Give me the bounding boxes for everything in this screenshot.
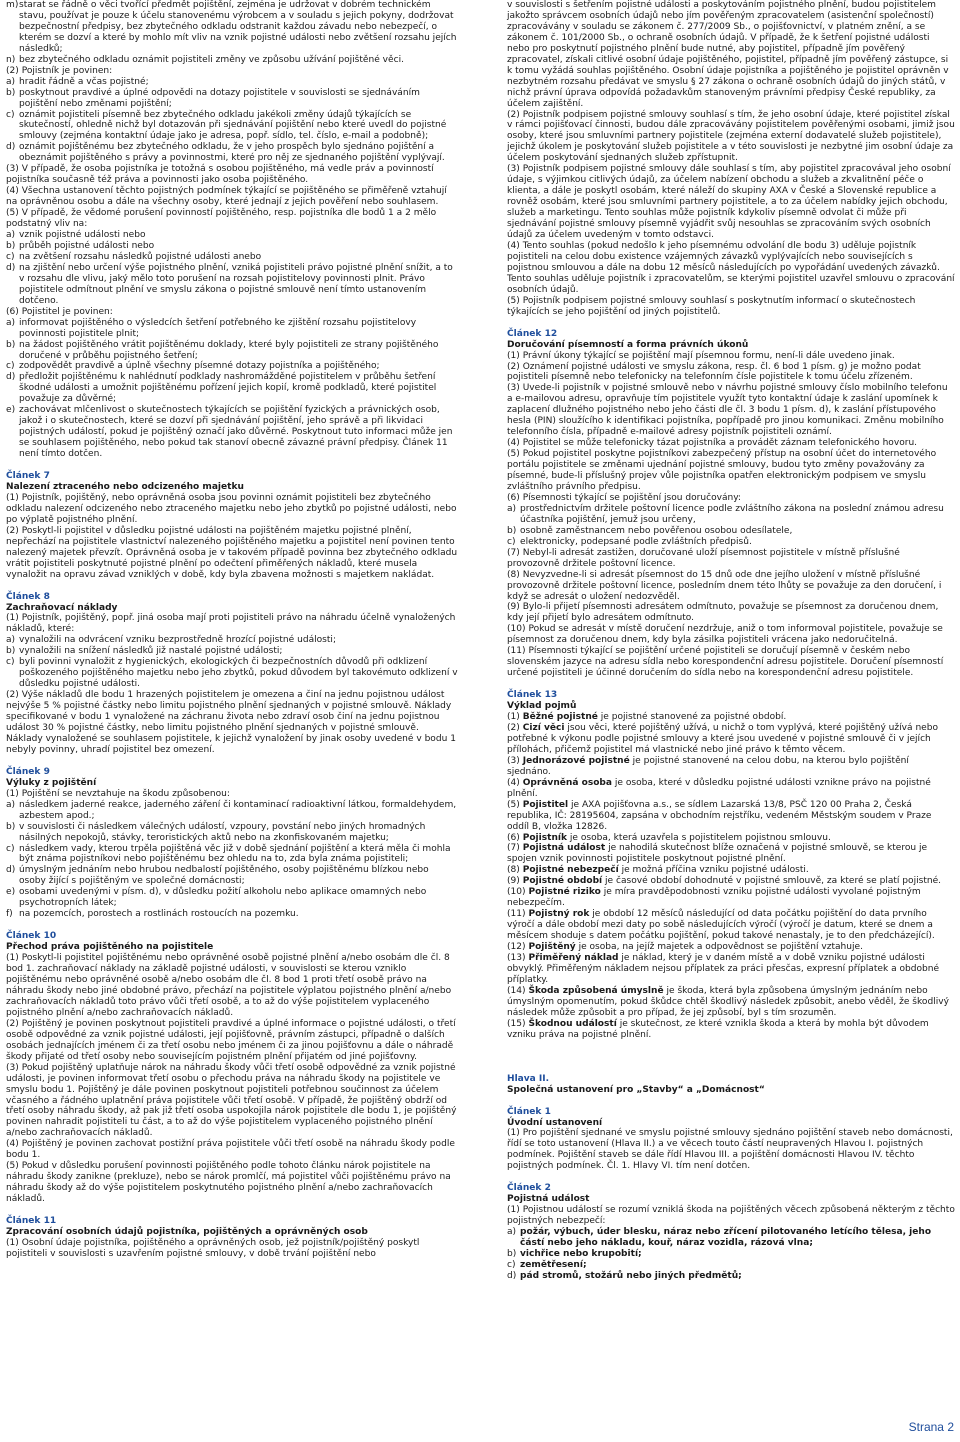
definition-text: je míra pravděpodobnosti vzniku pojistné události vyvolané pojistným nebezpečím. bbox=[507, 887, 921, 909]
list-item bbox=[6, 241, 458, 252]
definition-paragraph bbox=[507, 942, 955, 953]
list-item-text: následkem jaderné reakce, jaderného záření či kontaminací radioaktivní látkou, formaldehydem, azbestem apod.; bbox=[19, 799, 457, 821]
definition-paragraph bbox=[507, 953, 955, 986]
list-item-text: osobami uvedenými v písm. d), v důsledku požití alkoholu nebo aplikace omamných nebo psychotropních látek; bbox=[19, 887, 427, 909]
list-item bbox=[6, 635, 458, 646]
paragraph: (5) Pojistník podpisem pojistné smlouvy souhlasí s poskytnutím informací o skutečnostech týkajících se jeho pojištění od jiných pojistitelů. bbox=[507, 295, 916, 317]
spacer bbox=[507, 1052, 955, 1063]
paragraph: (1) Pro pojištění sjednané ve smyslu pojistné smlouvy sjednáno pojištění staveb nebo domácnosti, řídí se toto ustanovení (Hlava II.) a ve věcech touto částí neupravených Hlavou I. pojistných podmínek. Pojištění staveb se dále řídí Hlavou III. a pojištění domácnosti Hlavou IV. těchto pojistných podmínek. Čl. 1. Hlavy VI. tím není dotčen. bbox=[507, 1128, 953, 1172]
list-item-text: na zvětšení rozsahu následků pojistné události anebo bbox=[19, 251, 262, 262]
definition-paragraph bbox=[507, 909, 955, 942]
definition-term: Cizí věci bbox=[522, 723, 565, 733]
article-title: Zpracování osobních údajů pojistníka, pojištěných a oprávněných osob bbox=[6, 1226, 368, 1237]
paragraph: (3) Uvede-li pojistník v pojistné smlouvě nebo v návrhu pojistné smlouvy číslo mobilního telefonu a e-mailovou adresu, opravňuje tím pojistitele využít tyto kontaktní údaje k zaslání upomínek k zaplacení dlužného pojistného nebo jeho části dle čl. 3 bodu 1 písm. d), k zaslání přístupového hesla (PIN) sloužícího k identifikaci pojistníka, popřípadě pro jinou komunikaci. Změnu mobilního telefonního čísla, případně e-mailové adresy pojistník pojistiteli oznámí. bbox=[507, 383, 948, 438]
list-marker: c) bbox=[6, 251, 15, 262]
definition-text: je pojistné stanovené za pojistné období. bbox=[597, 712, 787, 723]
list-item bbox=[6, 77, 458, 88]
article-title: Společná ustanovení pro „Stavby“ a „Domácnost“ bbox=[507, 1084, 765, 1095]
list-item bbox=[6, 263, 458, 307]
definition-text: je časové období dohodnuté v pojistné smlouvě, za které se platí pojistné. bbox=[602, 876, 942, 887]
list-item bbox=[6, 88, 458, 110]
list-item bbox=[6, 340, 458, 362]
definition-term: Jednorázové pojistné bbox=[522, 755, 630, 766]
list-item-text: oznámit pojistiteli písemně bez zbytečného odkladu jakékoli změny údajů týkajících se skutečností, ohledně nichž byl dotazován při sjednávání pojištění nebo které uvedl do pojistné smlouvy (zejména kontaktní údaje jako je adresa, popř. sídlo, tel. číslo, e-mail a podobně); bbox=[19, 109, 447, 142]
paragraph: (2) Poskytl-li pojistitel v důsledku pojistné události na pojištěném majetku pojistné plnění, nepřechází na pojistitele vlastnictví nalezeného pojištěného majetku a pojistitel není povinen tento nalezený majetek převzít. Oprávněná osoba je v takovém případě povinna bez zbytečného odkladu vrátit pojistiteli poskytnuté pojistné plnění po odečtení přiměřených nákladů, které musela vynaložit na opravu závad vzniklých v době, kdy byla zbavena možnosti s majetkem nakládat. bbox=[6, 525, 458, 580]
list-item-text: požár, výbuch, úder blesku, náraz nebo zřícení pilotovaného letícího tělesa, jeho částí nebo jeho nákladu, kouř, náraz vozidla, rázová vlna; bbox=[520, 1227, 932, 1249]
list-marker: e) bbox=[6, 405, 16, 416]
paragraph: (3) Pojistník podpisem pojistné smlouvy dále souhlasí s tím, aby pojistitel zpracovával jeho osobní údaje, s výjimkou citlivých údajů, za účelem nabízení obchodu a služeb a zkvalitnění péče o klienta, a dále je poskytl osobám, které náleží do skupiny AXA v České a Slovenské republice a rovněž osobám, které jsou smluvními partnery pojistitele, a to za účelem nabídky jejich obchodu, služeb a marketingu. Tento souhlas může pojistník kdykoliv písemně odvolat či může při sjednávání pojistné smlouvy písemně vyjádřit svůj nesouhlas se zpracováním svých osobních údajů za účelem uvedeným v tomto odstavci. bbox=[507, 164, 951, 241]
definition-number: (11) bbox=[507, 909, 529, 920]
list-marker: e) bbox=[6, 887, 16, 898]
definition-paragraph bbox=[507, 865, 955, 876]
list-marker: a) bbox=[6, 230, 16, 241]
paragraph: (1) Pojistník, pojištěný, popř. jiná osoba mají proti pojistiteli právo na náhradu účelně vynaložených nákladů, které: bbox=[6, 613, 456, 635]
list-item bbox=[6, 887, 458, 909]
article-heading: Článek 2 bbox=[507, 1183, 551, 1194]
list-marker: m) bbox=[6, 0, 19, 10]
paragraph: (5) V případě, že vědomé porušení povinností pojištěného, resp. pojistníka dle bodů 1 a 2 mělo podstatný vliv na: bbox=[6, 208, 437, 230]
list-item-text: informovat pojištěného o výsledcích šetření potřebného ke zjištění rozsahu pojistitelovy povinnosti pojistitele plnit; bbox=[19, 317, 417, 339]
definition-number: (15) bbox=[507, 1018, 529, 1029]
paragraph: (1) Pojistník, pojištěný, nebo oprávněná osoba jsou povinni oznámit pojistiteli bez zbytečného odkladu nalezení odcizeného nebo ztraceného majetku nebo jeho zbytků po pojistné události, nebo po výplatě pojistného plnění. bbox=[6, 492, 457, 525]
definition-term: Pojistník bbox=[522, 832, 568, 843]
list-item bbox=[6, 372, 458, 405]
definition-number: (6) bbox=[507, 832, 523, 843]
list-item bbox=[6, 405, 458, 460]
definition-paragraph bbox=[507, 800, 955, 833]
list-item-text: zodpovědět pravdivě a úplně všechny písemné dotazy pojistníka a pojištěného; bbox=[19, 361, 380, 372]
list-item bbox=[6, 0, 458, 55]
article-heading: Článek 9 bbox=[6, 766, 50, 777]
list-marker: d) bbox=[507, 1270, 517, 1281]
spacer bbox=[6, 581, 458, 592]
list-item bbox=[6, 55, 458, 66]
definition-number: (2) bbox=[507, 723, 523, 733]
list-item bbox=[507, 1271, 955, 1282]
definition-term: Škoda způsobená úmyslně bbox=[528, 985, 664, 996]
definition-term: Škodnou událostí bbox=[528, 1018, 617, 1029]
list-item-text: následkem vady, kterou trpěla pojištěná věc již v době sjednání pojištění a která měla či mohla být známa pojistníkovi nebo pojištěnému bez ohledu na to, zda byla známa pojistiteli; bbox=[19, 843, 451, 865]
list-marker: b) bbox=[507, 525, 517, 536]
definition-term: Pojistná událost bbox=[522, 843, 606, 854]
definition-term: Pojistný rok bbox=[528, 909, 590, 920]
list-marker: d) bbox=[6, 865, 16, 876]
paragraph: (2) Oznámení pojistné události ve smyslu zákona, resp. čl. 6 bod 1 písm. g) je možno podat pojistiteli písemně nebo telefonicky na telefonním čísle pojistitele k tomu účelu zřízeném. bbox=[507, 361, 921, 383]
list-marker: a) bbox=[6, 635, 16, 646]
paragraph: (2) Pojištěný je povinen poskytnout pojistiteli pravdivé a úplné informace o pojistné události, o třetí osobě odpovědné za vznik pojistné události, její pojišťovně, právním zástupci, případně o dalších osobách jednajících jménem či za třetí osobu nebo jménem či za jinou pojišťovnu a dále o náhradě škody přijaté od třetí osoby nebo souvisejícím pojistném plnění přijatém od jiné pojišťovny. bbox=[6, 1018, 456, 1062]
definition-text: je osoba, které v důsledku pojistné události vznikne právo na pojistné plnění. bbox=[507, 777, 931, 799]
list-item-text: na žádost pojištěného vrátit pojištěnému doklady, které byly pojistiteli ze strany pojištěného doručené v průběhu pojistného šetření; bbox=[19, 339, 439, 361]
definition-number: (9) bbox=[507, 876, 523, 887]
definition-term: Pojistné období bbox=[522, 876, 603, 887]
list-marker: b) bbox=[507, 1248, 517, 1259]
article-heading: Článek 10 bbox=[6, 931, 57, 942]
list-item bbox=[507, 537, 955, 548]
definition-paragraph bbox=[507, 723, 955, 756]
list-item-text: osobně zaměstnancem nebo pověřenou osobou odesílatele, bbox=[520, 525, 793, 536]
paragraph: (3) Pokud pojištěný uplatňuje nárok na náhradu škody vůči třetí osobě odpovědné za vznik pojistné události, je povinen informovat třetí osobu o přechodu práva na náhradu škody na pojistitele ve smyslu bodu 1. Pojištěný je dále povinen poskytnout pojistiteli potřebnou součinnost za účelem včasného a řádného uplatnění práva pojistitele vůči třetí osobě. V případě, že pojištěný obdrží od třetí osoby náhradu škody, až pak již třetí osoba uspokojila nárok pojistitele dle bodu 1, je pojištěný povinen nahradit pojistiteli tu část, a to až do výše pojistitelem vyplaceného pojistného plnění a/nebo zachraňovacích nákladů. bbox=[6, 1062, 457, 1139]
list-marker: d) bbox=[6, 142, 16, 153]
definition-paragraph bbox=[507, 986, 955, 1019]
list-item-text: na zjištění nebo určení výše pojistného plnění, vzniká pojistiteli právo pojistné plnění snížit, a to v rozsahu dle vlivu, jaký mělo toto porušení na rozsah pojistitelovy povinnosti plnit. Právo pojistitele odmítnout plnění ve smyslu zákona o pojistné smlouvě není tímto ustanovením dotčeno. bbox=[19, 262, 453, 306]
list-item-text: prostřednictvím držitele poštovní licence podle zvláštního zákona na poslední známou adresu účastníka pojištění, jemuž jsou určeny, bbox=[520, 503, 944, 525]
spacer bbox=[507, 679, 955, 690]
list-item-text: poskytnout pravdivé a úplné odpovědi na dotazy pojistitele v souvislosti se sjednáváním pojištění nebo změnami pojištění; bbox=[19, 87, 420, 109]
list-item-text: na pozemcích, porostech a rostlinách rostoucích na pozemku. bbox=[19, 909, 299, 920]
spacer bbox=[507, 1063, 955, 1074]
spacer bbox=[507, 1041, 955, 1052]
definition-paragraph bbox=[507, 876, 955, 887]
article-title: Výluky z pojištění bbox=[6, 777, 97, 788]
list-item-text: starat se řádně o věci tvořící předmět pojištění, zejména je udržovat v dobrém technickém stavu, používat je pouze k účelu stanovenému výrobcem a v souladu s jejich pokyny, dodržovat bezpečnostní předpisy, bez zbytečného odkladu odstranit každou závadu nebo nebezpečí, o kterém se dozví a které by mohlo mít vliv na vznik pojistné události nebo zvětšení rozsahu jejích následků; bbox=[19, 0, 457, 54]
spacer bbox=[507, 318, 955, 329]
article-title: Přechod práva pojištěného na pojistitele bbox=[6, 942, 214, 953]
article-heading: Hlava II. bbox=[507, 1073, 550, 1084]
list-item bbox=[6, 865, 458, 887]
list-item bbox=[6, 844, 458, 866]
definition-term: Oprávněná osoba bbox=[522, 777, 613, 788]
paragraph: (6) Pojistitel je povinen: bbox=[6, 306, 113, 317]
list-marker: n) bbox=[6, 54, 16, 65]
list-marker: c) bbox=[6, 361, 15, 372]
definition-term: Pojištěný bbox=[528, 942, 576, 953]
article-heading: Článek 8 bbox=[6, 591, 50, 602]
definition-text: je škoda, která byla způsobena úmyslným jednáním nebo úmyslným opomenutím, pokud škůdce chtěl škodlivý následek způsobit, anebo věděl, že škodlivý následek může způsobit a pro případ, že jej způsobí, byl s tím srozuměn. bbox=[507, 985, 949, 1018]
definition-text: je skutečnost, ze které vznikla škoda a která by mohla být důvodem vzniku práva na pojistné plnění. bbox=[507, 1018, 929, 1040]
definition-term: Přiměřený náklad bbox=[528, 953, 619, 964]
paragraph: (4) Pojistitel se může telefonicky tázat pojistníka a provádět záznam telefonického hovoru. bbox=[507, 438, 918, 449]
list-marker: c) bbox=[6, 843, 15, 854]
definition-text: je náklad, který je v daném místě a v době vzniku pojistné události obvyklý. Přiměřeným nákladem nejsou příplatek za práci přesčas, expresní příplatek a obdobné příplatky. bbox=[507, 953, 940, 985]
definition-paragraph bbox=[507, 778, 955, 800]
paragraph: (2) Výše nákladů dle bodu 1 hrazených pojistitelem je omezena a činí na jednu pojistnou událost nejvýše 5 % pojistné částky nebo limitu pojistného plnění sjednaných v pojistné smlouvě. Náklady specifikované v bodu 1 vynaložené na záchranu života nebo zdraví osob činí na jednu pojistnou událost 30 % pojistné částky, nebo limitu pojistného plnění sjednaných v pojistné smlouvě. Náklady vynaložené se souhlasem pojistitele, k jejichž vynaložení by jinak osoby uvedené v bodu 1 nebyly povinny, uhradí pojistitel bez omezení. bbox=[6, 690, 456, 755]
list-item bbox=[507, 1227, 955, 1249]
paragraph: (2) Pojistník podpisem pojistné smlouvy souhlasí s tím, že jeho osobní údaje, které pojistitel získal v rámci pojišťovací činnosti, budou dále zpracovávány pojistitelem pověřenými osobami, jimiž jsou osoby, které jsou smluvními partnery pojistitele (zejména externí dodavatelé služeb pojistitele), jejichž úkolem je poskytování služeb pojistitele a v této souvislosti je nezbytné jim osobní údaje za účelem poskytování sjednaných služeb zpřístupnit. bbox=[507, 109, 955, 164]
definition-number: (10) bbox=[507, 887, 529, 898]
list-marker: a) bbox=[507, 1227, 517, 1238]
definition-number: (14) bbox=[507, 985, 529, 996]
spacer bbox=[6, 920, 458, 931]
list-item-text: pád stromů, stožárů nebo jiných předmětů; bbox=[520, 1270, 742, 1281]
list-item bbox=[6, 657, 458, 690]
list-item bbox=[6, 230, 458, 241]
paragraph: (3) V případě, že osoba pojistníka je totožná s osobou pojištěného, má vedle práv a povinností pojistníka současně též práva a povinnosti jako osoba pojištěného. bbox=[6, 164, 434, 186]
definition-text: je možná příčina vzniku pojistné události. bbox=[618, 865, 809, 876]
list-marker: b) bbox=[6, 821, 16, 832]
definition-text: je období 12 měsíců následující od data počátku pojištění do data prvního výročí a dále období mezi daty po sobě následujících výročí (výročí je datum, které se dnem a měsícem shoduje s datem počátku pojištění, pokud takové nenastaly, je to den předcházející). bbox=[507, 909, 935, 942]
list-marker: a) bbox=[6, 799, 16, 810]
definition-number: (1) bbox=[507, 712, 523, 723]
spacer bbox=[507, 1096, 955, 1107]
paragraph: (1) Pojištění se nevztahuje na škodu způsobenou: bbox=[6, 788, 230, 799]
list-item-text: elektronicky, podepsané podle zvláštních předpisů. bbox=[520, 536, 752, 547]
list-item-text: vznik pojistné události nebo bbox=[19, 230, 146, 241]
list-item-text: úmyslným jednáním nebo hrubou nedbalostí pojištěného, osoby pojištěnému blízkou nebo osoby žijící s pojištěným ve společné domácnosti; bbox=[19, 865, 429, 887]
list-item bbox=[6, 800, 458, 822]
left-column bbox=[6, 0, 458, 1260]
definition-text: je osoba, která uzavřela s pojistitelem pojistnou smlouvu. bbox=[567, 832, 831, 843]
paragraph: (4) Všechna ustanovení těchto pojistných podmínek týkající se pojištěného se přiměřeně vztahují na oprávněnou osobu a dále na všechny osoby, které jednají z jejich pověření nebo souhlasem. bbox=[6, 186, 447, 208]
definition-number: (13) bbox=[507, 953, 529, 964]
list-marker: b) bbox=[6, 339, 16, 350]
list-item bbox=[6, 361, 458, 372]
list-item bbox=[6, 646, 458, 657]
list-marker: d) bbox=[6, 372, 16, 383]
definition-term: Běžné pojistné bbox=[522, 712, 598, 723]
list-item bbox=[6, 252, 458, 263]
definition-text: je nahodilá skutečnost blíže označená v pojistné smlouvě, se kterou je spojen vznik povinnosti pojistitele poskytnout pojistné plnění. bbox=[507, 843, 928, 865]
right-column bbox=[507, 0, 955, 1282]
list-item-text: hradit řádně a včas pojistné; bbox=[19, 76, 149, 87]
spacer bbox=[507, 1172, 955, 1183]
paragraph: (5) Pokud v důsledku porušení povinnosti pojištěného podle tohoto článku nárok pojistitele na náhradu škody zanikne (prekluze), nebo se nárok promlčí, má pojistitel vůči pojištěnému právo na náhradu škody až do výše pojistitelem poskytnutého pojistného plnění a/nebo zachraňovacích nákladů. bbox=[6, 1161, 451, 1205]
article-title: Doručování písemností a forma právních úkonů bbox=[507, 339, 749, 350]
spacer bbox=[6, 756, 458, 767]
paragraph: (10) Pokud se adresát v místě doručení nezdržuje, aniž o tom informoval pojistitele, považuje se písemnost za doručenou dnem, kdy byla zásilka pojistiteli vrácena jako nedoručitelná. bbox=[507, 624, 943, 646]
article-heading: Článek 12 bbox=[507, 328, 558, 339]
list-item-text: bez zbytečného odkladu oznámit pojistiteli změny ve způsobu užívání pojištěné věci. bbox=[19, 54, 404, 65]
definition-term: Pojistné nebezpečí bbox=[522, 865, 619, 876]
definition-text: jsou věci, které pojištěný užívá, u nichž o tom vyplývá, které pojištěný užívá nebo potřebné k výkonu podle pojistné smlouvy a které jsou uvedené v pojistné smlouvě či v jejích přílohách, přičemž pojistitel má vlastnické nebo jiné právo k těmto věcem. bbox=[507, 723, 939, 755]
article-title: Zachraňovací náklady bbox=[6, 602, 118, 613]
list-marker: b) bbox=[6, 646, 16, 657]
definition-number: (3) bbox=[507, 755, 523, 766]
list-marker: c) bbox=[6, 657, 15, 668]
paragraph: (11) Písemnosti týkající se pojištění určené pojistiteli se doručují písemně v českém nebo slovenském jazyce na adresu sídla nebo korespondenční adresu pojistitele. Doručení písemností určené pojistiteli je účinné doručením do sídla nebo na korespondenční adresu pojistitele. bbox=[507, 646, 944, 679]
article-heading: Článek 11 bbox=[6, 1216, 57, 1227]
paragraph: (2) Pojistník je povinen: bbox=[6, 65, 113, 76]
definition-paragraph bbox=[507, 1019, 955, 1041]
article-heading: Článek 7 bbox=[6, 471, 50, 482]
paragraph: (1) Poskytl-li pojistitel pojištěnému nebo oprávněné osobě pojistné plnění a/nebo osobám dle čl. 8 bod 1. zachraňovací náklady na základě pojistné události, v souvislosti se kterou vzniklo pojištěnému nebo oprávněné osobě a/nebo osobám dle čl. 8 bod 1 proti třetí osobě právo na náhradu škody nebo jiné obdobné právo, přechází na pojistitele výplatou pojistného plnění a/nebo zachraňovacích nákladů toto právo vůči třetí osobě, a to až do výše pojistitelem vyplaceného pojistného plnění a/nebo zachraňovacích nákladů. bbox=[6, 953, 452, 1018]
article-title: Pojistná událost bbox=[507, 1194, 590, 1205]
paragraph: (4) Tento souhlas (pokud nedošlo k jeho písemnému odvolání dle bodu 3) uděluje pojistník pojistiteli na celou dobu existence vzájemných závazků vyplývajících nebo souvisejících s pojistnou smlouvou a dále na dobu 12 měsíců následujících po vypořádání uvedených závazků. Tento souhlas uděluje pojistník i zpracovatelům, se kterými pojistitel uzavřel smlouvu o zpracování osobních údajů. bbox=[507, 240, 955, 295]
article-heading: Článek 1 bbox=[507, 1106, 551, 1117]
list-marker: c) bbox=[507, 1259, 516, 1270]
definition-paragraph bbox=[507, 843, 955, 865]
list-marker: a) bbox=[6, 76, 16, 87]
article-title: Nalezení ztraceného nebo odcizeného majetku bbox=[6, 481, 244, 492]
list-item-text: zachovávat mlčenlivost o skutečnostech týkajících se pojištění fyzických a právnických osob, jakož i o skutečnostech, které se dozví při sjednávání pojištění, jeho správě a při likvidaci pojistných událostí, pokud je pojištěný označí jako důvěrné. Poskytnout tuto informaci může jen se souhlasem pojištěného, nebo pokud tak stanoví obecně závazné právní předpisy. Článek 11 není tímto dotčen. bbox=[19, 405, 453, 460]
paragraph: (9) Bylo-li přijetí písemnosti adresátem odmítnuto, považuje se písemnost za doručenou dnem, kdy její přijetí bylo adresátem odmítnuto. bbox=[507, 602, 939, 624]
list-item-text: předložit pojištěnému k nahlédnutí podklady nashromážděné pojistitelem v průběhu šetření škodné události a umožnit pojištěnému pořízení jejich kopií, kromě podkladů, které pojistitel považuje za důvěrné; bbox=[19, 372, 437, 405]
paragraph: (5) Pokud pojistitel poskytne pojistníkovi zabezpečený přístup na osobní účet do internetového portálu pojistitele se změnami ujednání pojistné smlouvy, budou tyto změny považovány za písemné, bude-li příslušný projev vůle pojistníka opatřen elektronickým podpisem ve smyslu zvláštního právního předpisu. bbox=[507, 449, 937, 492]
list-item bbox=[6, 822, 458, 844]
list-item bbox=[507, 526, 955, 537]
list-marker: a) bbox=[507, 503, 517, 514]
definition-number: (8) bbox=[507, 865, 523, 876]
definition-text: je AXA pojišťovna a.s., se sídlem Lazarská 13/8, PSČ 120 00 Praha 2, Česká republika, IČ: 28195604, zapsána v obchodním rejstříku, vedeném Městským soudem v Praze oddíl B, vložka 12826. bbox=[507, 799, 932, 832]
definition-term: Pojistné riziko bbox=[528, 887, 601, 898]
article-title: Výklad pojmů bbox=[507, 701, 577, 712]
list-marker: d) bbox=[6, 262, 16, 273]
list-item-text: byli povinni vynaložit z hygienických, ekologických či bezpečnostních důvodů při odklizení poškozeného pojištěného majetku nebo jeho zbytků, pokud důvodem byl takovémuto odklizení v důsledku pojistné události. bbox=[19, 657, 458, 690]
paragraph: (7) Nebyl-li adresát zastižen, doručované uloží písemnost pojistitele v místně příslušné provozovně držitele poštovní licence. bbox=[507, 547, 900, 569]
list-item bbox=[507, 504, 955, 526]
definition-paragraph bbox=[507, 712, 955, 723]
article-title: Úvodní ustanovení bbox=[507, 1117, 603, 1128]
list-marker: c) bbox=[507, 536, 516, 547]
definition-term: Pojistitel bbox=[522, 799, 569, 810]
list-item bbox=[6, 142, 458, 164]
definition-text: je osoba, na jejíž majetek a odpovědnost se pojištění vztahuje. bbox=[575, 942, 863, 953]
list-marker: c) bbox=[6, 109, 15, 120]
paragraph: (6) Písemnosti týkající se pojištění jsou doručovány: bbox=[507, 492, 741, 503]
page-number: Strana 2 bbox=[908, 1420, 954, 1434]
list-item bbox=[6, 318, 458, 340]
list-item-text: v souvislosti či následkem válečných událostí, vzpoury, povstání nebo jiných hromadných násilných nepokojů, stávky, teroristických aktů nebo na zkonfiskovaném majetku; bbox=[19, 821, 426, 843]
spacer bbox=[6, 1205, 458, 1216]
article-heading: Článek 13 bbox=[507, 690, 558, 701]
definition-number: (7) bbox=[507, 843, 523, 854]
list-item-text: vynaložili na snížení následků již nastalé pojistné události; bbox=[19, 646, 283, 657]
list-marker: a) bbox=[6, 317, 16, 328]
spacer bbox=[6, 460, 458, 471]
definition-number: (5) bbox=[507, 799, 523, 810]
list-item-text: vynaložili na odvrácení vzniku bezprostředně hrozící pojistné události; bbox=[19, 635, 336, 646]
definition-number: (4) bbox=[507, 777, 523, 788]
paragraph: (1) Právní úkony týkající se pojištění mají písemnou formu, není-li dále uvedeno jinak. bbox=[507, 350, 895, 361]
definition-text: je pojistné stanovené na celou dobu, na kterou bylo pojištění sjednáno. bbox=[507, 755, 909, 777]
list-item-text: vichřice nebo krupobití; bbox=[520, 1248, 642, 1259]
list-item-text: průběh pojistné události nebo bbox=[19, 240, 155, 251]
list-item-text: oznámit pojištěnému bez zbytečného odkladu, že v jeho prospěch bylo sjednáno pojištění a obeznámit pojištěného s právy a povinnostmi, které pro něj ze sjednaného pojištění vyplývají. bbox=[19, 142, 445, 164]
list-item bbox=[6, 110, 458, 143]
definition-number: (12) bbox=[507, 942, 529, 953]
paragraph: v souvislosti s šetřením pojistné události a poskytováním pojistného plnění, budou pojistitelem jakožto správcem osobních údajů nebo jím pověřeným zpracovatelem (asistenční společností) zpracovávány v souladu se zákonem č. 277/2009 Sb., o pojišťovnictví, v platném znění, a se zákonem č. 101/2000 Sb., o ochraně osobních údajů. V případě, že k šetření pojistné události nebo pro poskytnutí pojistného plnění bude nutné, aby pojistitel, případně jím pověřený zpracovatel, získali citlivé osobní údaje pojištěného, pojistitel, případně jím pověřený zástupce, si k tomu vyžádá souhlas pojištěného. Osobní údaje pojistníka a pojištěného je pojistitel oprávněn v nezbytném rozsahu předávat ve smyslu § 27 zákona o ochraně osobních údajů do jiných států, v nichž právní úprava odpovídá požadavkům stanoveným právními předpisy České republiky, za účelem zajištění. bbox=[507, 0, 949, 109]
list-item bbox=[507, 1249, 955, 1260]
list-item bbox=[6, 909, 458, 920]
definition-paragraph bbox=[507, 756, 955, 778]
paragraph: (1) Pojistnou událostí se rozumí vzniklá škoda na pojištěných věcech způsobená některým z těchto pojistných nebezpečí: bbox=[507, 1205, 955, 1227]
paragraph: (8) Nevyzvedne-li si adresát písemnost do 15 dnů ode dne jejího uložení v místně příslušné provozovně držitele poštovní licence, posledním dnem této lhůty se považuje za den doručení, i když se adresát o uložení nedozvěděl. bbox=[507, 569, 942, 602]
list-marker: b) bbox=[6, 240, 16, 251]
paragraph: (4) Pojištěný je povinen zachovat postižní práva pojistitele vůči třetí osobě na náhradu škody podle bodu 1. bbox=[6, 1139, 455, 1161]
list-marker: f) bbox=[6, 909, 13, 920]
list-item bbox=[507, 1260, 955, 1271]
paragraph: (1) Osobní údaje pojistníka, pojištěného a oprávněných osob, jež pojistník/pojištěný poskytl pojistiteli v souvislosti s uzavřením pojistné smlouvy, v době trvání pojištění nebo bbox=[6, 1237, 420, 1259]
definition-paragraph bbox=[507, 887, 955, 909]
list-item-text: zemětřesení; bbox=[520, 1259, 587, 1270]
list-marker: b) bbox=[6, 87, 16, 98]
definition-paragraph bbox=[507, 833, 955, 844]
